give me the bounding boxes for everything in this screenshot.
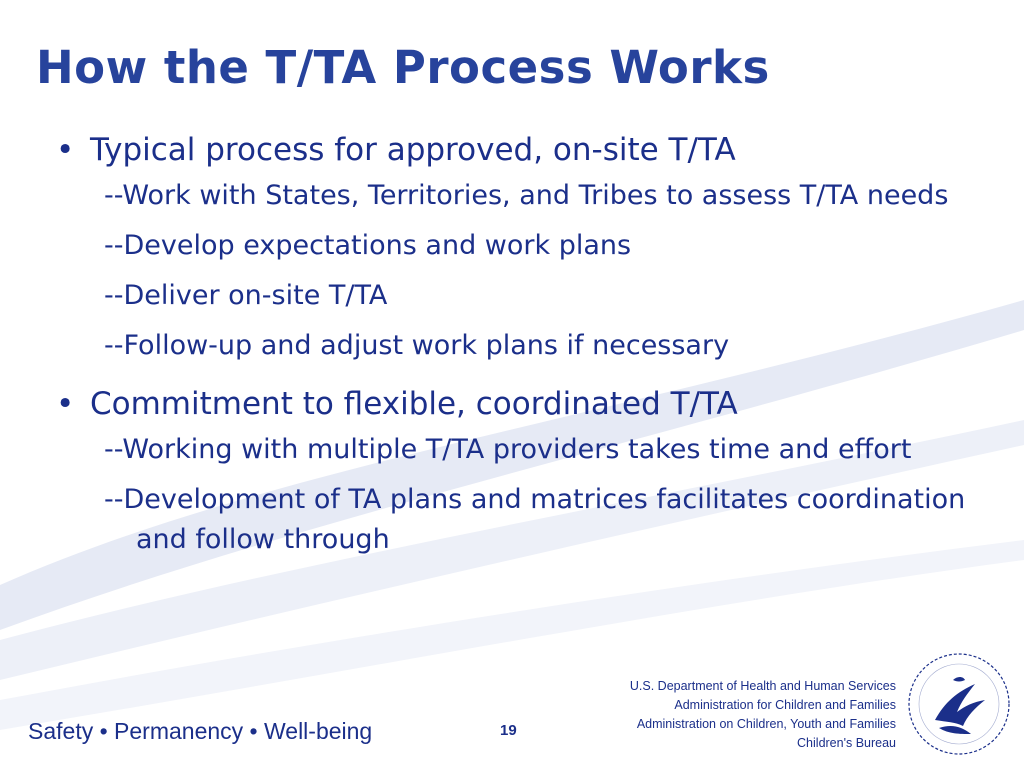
sub-bullet-item: --Deliver on-site T/TA [104, 280, 388, 311]
bullet-marker: • [56, 132, 75, 168]
agency-line: Children's Bureau [797, 736, 896, 750]
bullet-text: Typical process for approved, on-site T/TA [90, 132, 736, 168]
agency-line: Administration for Children and Families [674, 698, 896, 712]
bullet-text: Commitment to flexible, coordinated T/TA [90, 386, 738, 422]
agency-line: U.S. Department of Health and Human Services [629, 679, 896, 693]
sub-bullet-item: --Working with multiple T/TA providers takes time and effort [104, 434, 912, 465]
agency-line: Administration on Children, Youth and Families [636, 717, 896, 731]
agency-block [630, 677, 896, 753]
sub-bullet-list [56, 430, 996, 560]
sub-bullet-list [56, 176, 996, 366]
sub-bullet-item: --Follow-up and adjust work plans if necessary [104, 330, 730, 361]
bullet-list [56, 128, 996, 576]
page-number: 19 [500, 722, 517, 739]
sub-bullet-item: --Development of TA plans and matrices facilitates coordination and follow through [104, 484, 966, 555]
sub-bullet-item: --Develop expectations and work plans [104, 230, 632, 261]
footer-tagline: Safety • Permanency • Well-being [28, 718, 373, 744]
bullet-item [56, 128, 996, 172]
bullet-item [56, 382, 996, 426]
sub-bullet-item: --Work with States, Territories, and Tribes to assess T/TA needs [104, 180, 949, 211]
slide-title: How the T/TA Process Works [36, 41, 770, 94]
bullet-marker: • [56, 386, 75, 422]
hhs-seal-logo [905, 650, 1013, 758]
